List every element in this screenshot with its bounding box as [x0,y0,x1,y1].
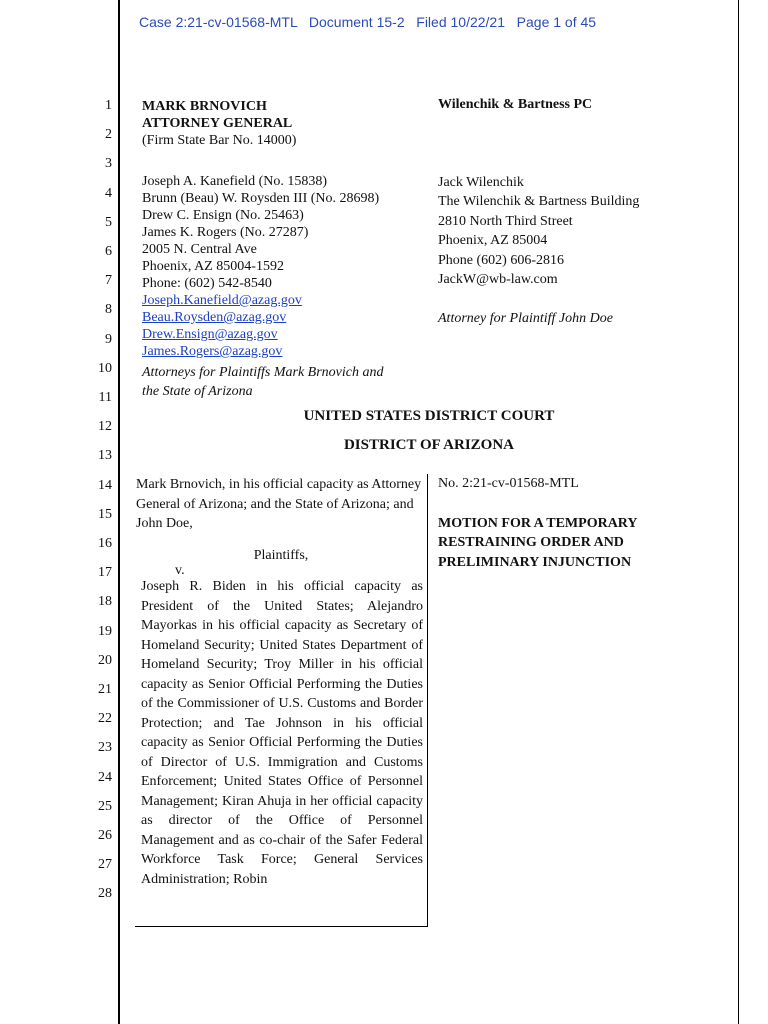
doe-role-line: Attorney for Plaintiff John Doe [438,310,613,326]
counsel-line: Jack Wilenchik [438,174,524,190]
phone-line: Phone: (602) 542-8540 [142,276,272,291]
attorney-line: Joseph A. Kanefield (No. 15838) [142,174,328,189]
line-number: 14 [98,477,112,493]
line-number: 22 [98,711,112,727]
line-number: 1 [105,98,112,113]
line-number: 2 [105,127,112,143]
doe-counsel-block [438,95,728,328]
case-caption-title [438,474,728,572]
line-number: 8 [105,302,112,318]
left-margin-rule [118,0,120,1024]
email-link-kanefield[interactable]: Joseph.Kanefield@azag.gov [142,293,302,308]
versus-label: v. [175,563,185,578]
email-link-ensign[interactable]: Drew.Ensign@azag.gov [142,327,278,342]
counsel-line: The Wilenchik & Bartness Building [438,194,640,209]
right-margin-rule [738,0,739,1024]
attorney-general-title: ATTORNEY GENERAL [142,116,293,131]
line-number: 21 [98,682,112,697]
counsel-email: JackW@wb-law.com [438,272,558,287]
attorney-line: Drew C. Ensign (No. 25463) [142,208,304,223]
line-number: 11 [98,390,112,405]
counsel-line: Phone (602) 606-2816 [438,252,564,268]
line-number: 19 [98,623,112,639]
email-link-rogers[interactable]: James.Rogers@azag.gov [142,344,283,359]
line-number: 15 [98,506,112,522]
address-line: Phoenix, AZ 85004-1592 [142,259,284,274]
line-number: 25 [98,798,112,814]
line-number: 26 [98,828,112,843]
line-number: 7 [105,273,112,289]
court-district: DISTRICT OF ARIZONA [343,437,515,453]
line-number: 23 [98,740,112,756]
counsel-line: 2810 North Third Street [438,213,573,229]
line-number: 12 [98,419,112,435]
plaintiffs-label: Plaintiffs, [253,547,309,563]
firm-bar-number: (Firm State Bar No. 14000) [142,133,297,148]
line-number: 17 [98,565,112,581]
case-header: Case 2:21-cv-01568-MTL Document 15-2 Filed 10/22/21 Page 1 of 45 [139,14,597,30]
line-number: 3 [105,156,112,172]
line-number: 10 [98,360,112,376]
line-number: 13 [98,448,112,464]
firm-name: Wilenchik & Bartness PC [438,97,593,112]
line-number: 24 [98,769,112,785]
line-number: 16 [98,536,112,551]
motion-title: MOTION FOR A TEMPORARY RESTRAINING ORDER AND PRELIMINARY INJUNCTION [438,515,638,570]
case-caption-parties [135,474,428,927]
plaintiffs-text: Mark Brnovich, in his official capacity as Attorney General of Arizona; and the State of Arizona; and John Doe, [136,477,422,531]
court-name: UNITED STATES DISTRICT COURT [303,408,555,424]
attorney-line: James K. Rogers (No. 27287) [142,225,309,240]
line-number: 27 [98,857,112,873]
line-number: 28 [98,886,112,902]
plaintiff-counsel-block [142,98,432,401]
line-number: 5 [105,214,112,230]
line-number: 6 [105,244,112,259]
attorney-line: Brunn (Beau) W. Roysden III (No. 28698) [142,191,380,206]
case-number: No. 2:21-cv-01568-MTL [438,476,579,491]
email-link-roysden[interactable]: Beau.Roysden@azag.gov [142,310,287,325]
line-number: 9 [105,331,112,347]
counsel-line: Phoenix, AZ 85004 [438,233,548,248]
line-number: 4 [105,185,112,201]
line-number: 20 [98,652,112,668]
address-line: 2005 N. Central Ave [142,242,257,257]
plaintiff-role-line: Attorneys for Plaintiffs Mark Brnovich and [142,365,384,380]
line-number: 18 [98,594,112,610]
defendants-text: Joseph R. Biden in his official capacity as President of the United States; Alejandro Mayorkas in his official capacity as Secretary of Homeland Security; United States Department of Homeland Security; Troy Miller in his official capacity as Senior Official Performing the Duties of the Commissioner of U.S. Customs and Border Protection; and Tae Johnson in his official capacity as Senior Official Performing the Duties of Director of U.S. Immigration and Customs Enforcement; United States Office of Personnel Management; Kiran Ahuja in her official capacity as director of the Office of Personnel Management and as co-chair of the Safer Federal Workforce Task Force; General Services Administration; Robin [141,579,423,887]
attorney-general-name: MARK BRNOVICH [142,99,267,114]
plaintiff-role-line: the State of Arizona [142,384,253,399]
